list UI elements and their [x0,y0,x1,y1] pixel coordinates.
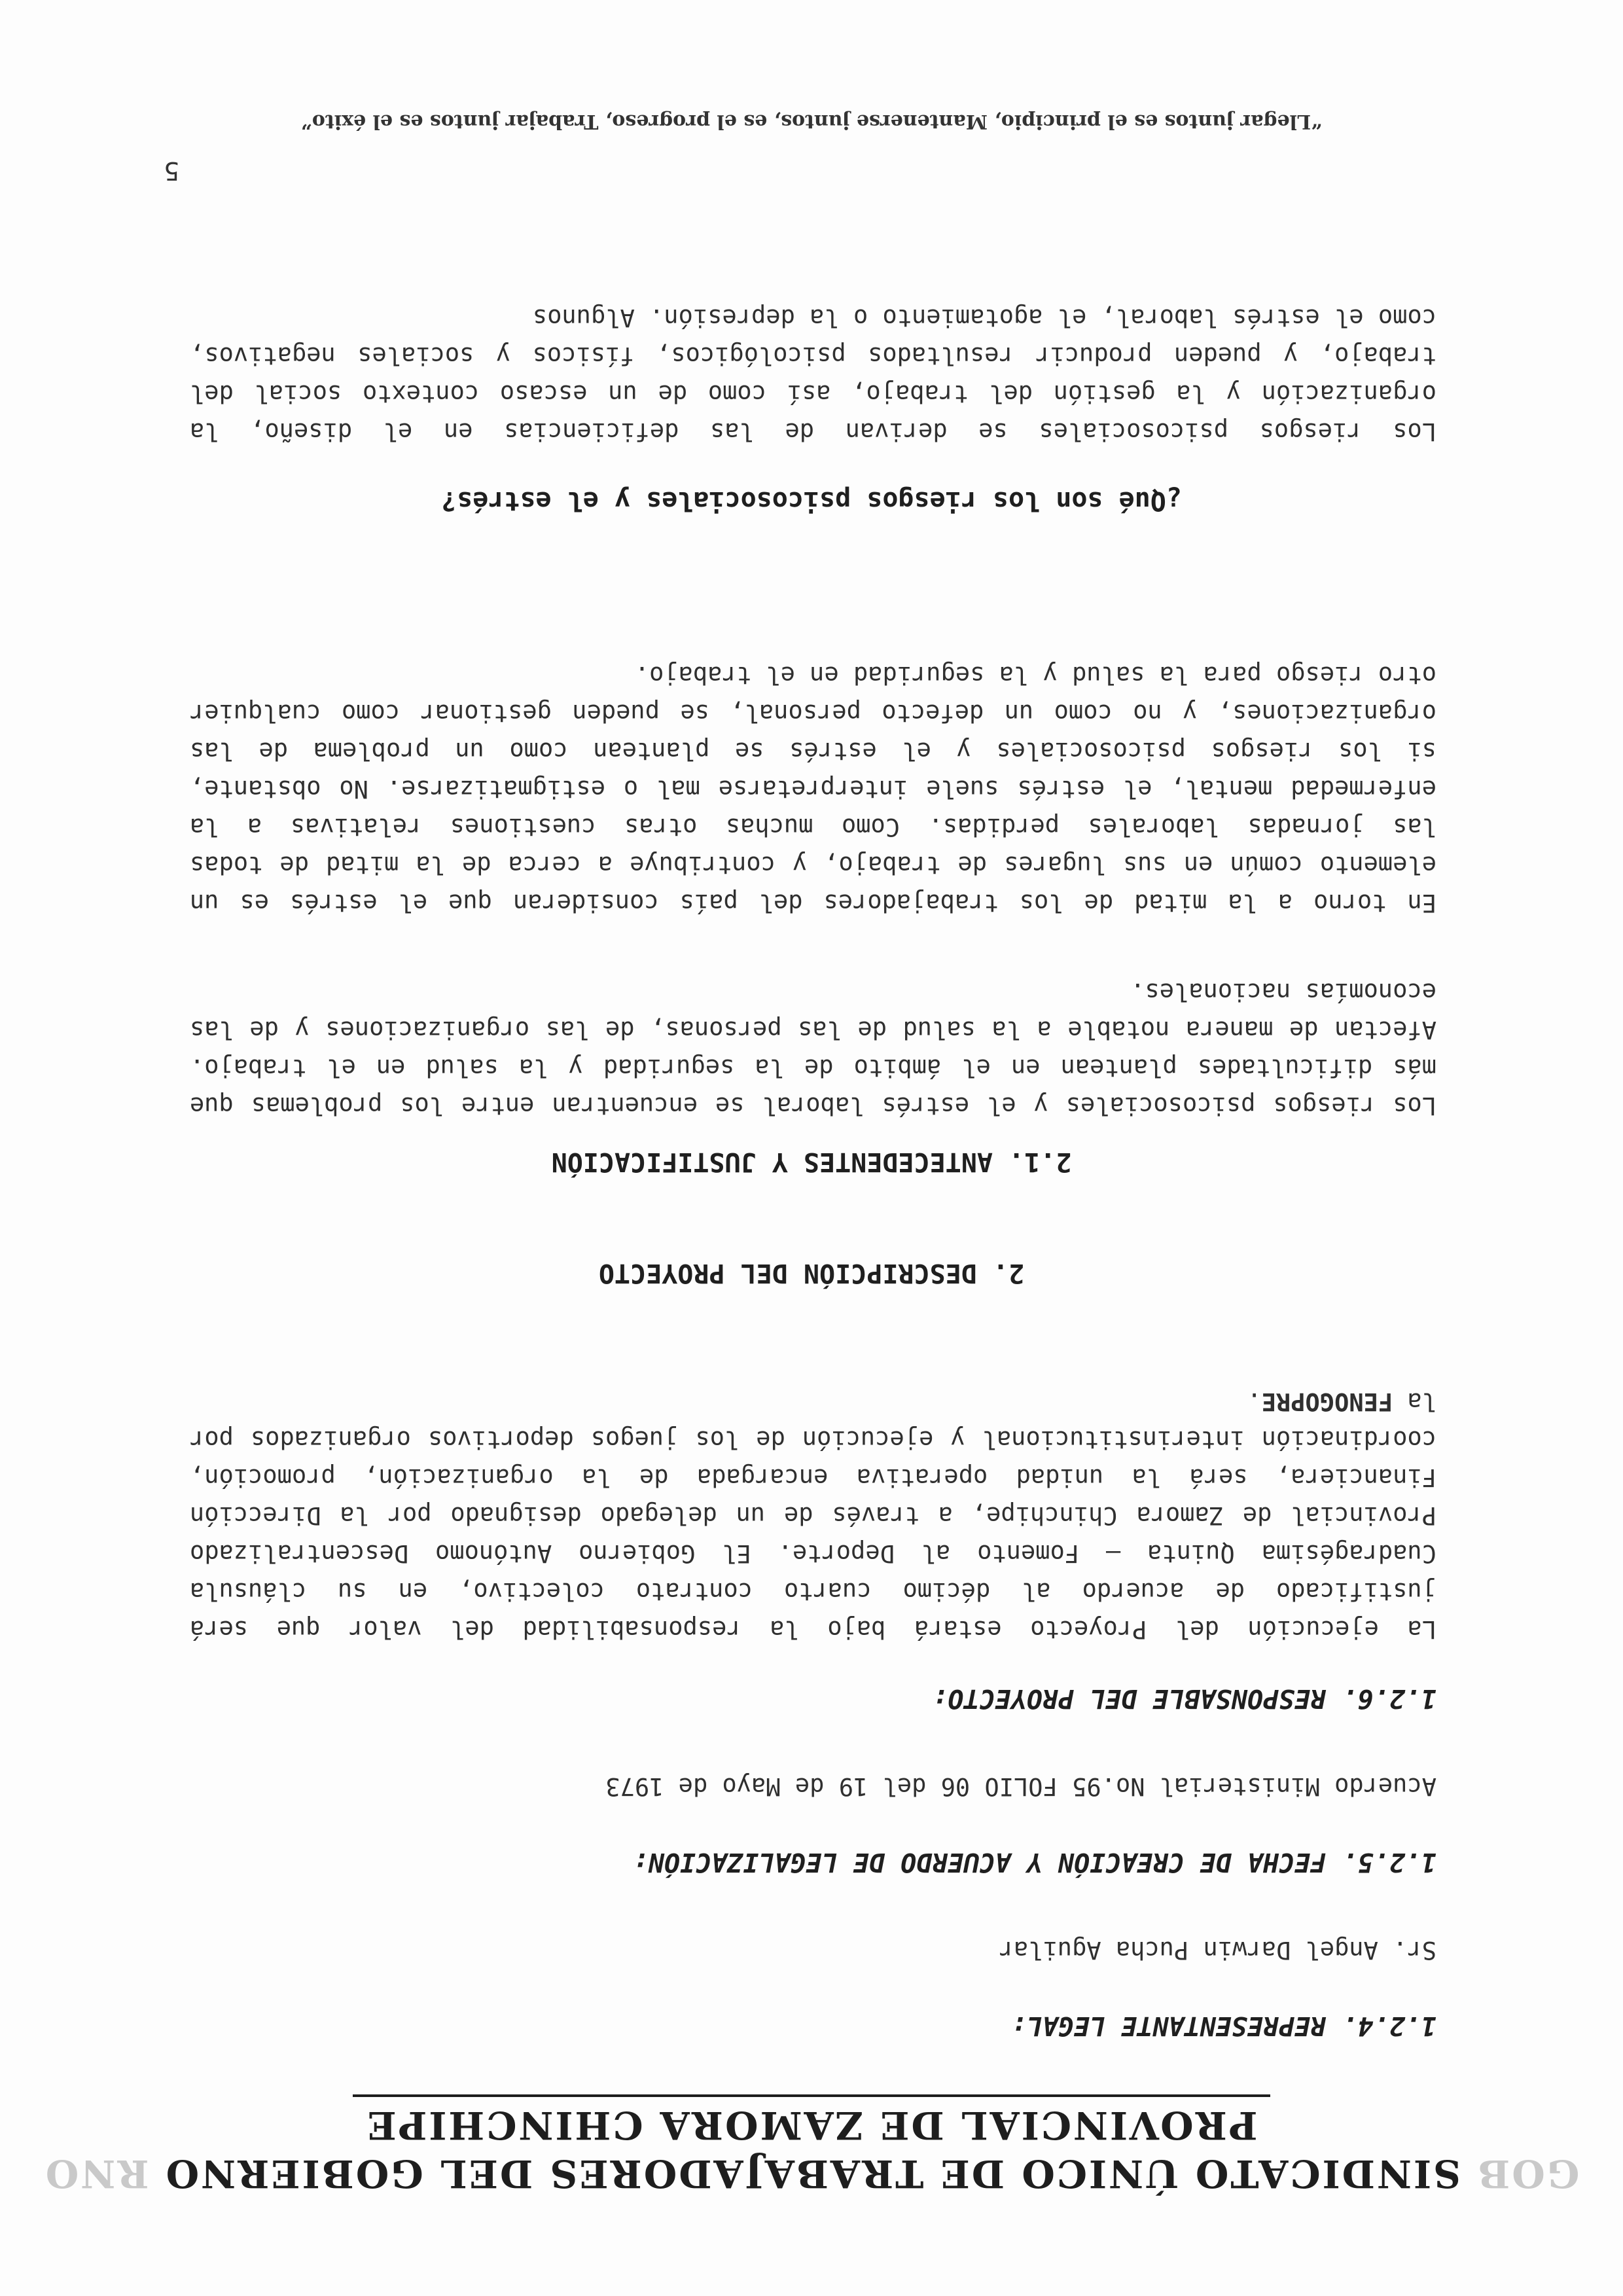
page-number: 5 [164,156,180,185]
letterhead-line-1 [0,2149,1623,2198]
fenogopre-name: FENOGOPRE [1261,1388,1393,1416]
creation-agreement-text: Acuerdo Ministerial No.95 FOLIO 06 del 19 de Mayo de 1973 [605,1772,1436,1801]
letterhead [0,2094,1623,2198]
psychosocial-risks-paragraph: Los riesgos psicosociales se derivan de las deficiencias en el diseño, la organización y la gestión del trabajo, así como de un escaso contexto social del trabajo, y pueden producir resultados psicológicos, físicos y sociales negativos, como el estrés laboral, el agotamiento o la depresión. Algunos [190,304,1436,446]
section-heading-1-2-6: 1.2.6. RESPONSABLE DEL PROYECTO: [932,1683,1436,1713]
section-heading-1-2-4: 1.2.4. REPRESENTANTE LEGAL: [1010,2011,1436,2041]
question-heading: ¿Qué son los riesgos psicosociales y el estrés? [441,486,1182,516]
letterhead-title: SINDICATO ÚNICO DE TRABAJADORES DEL GOBIERNO [164,2151,1461,2196]
section-heading-1-2-5: 1.2.5. FECHA DE CREACIÓN Y ACUERDO DE LEGALIZACIÓN: [632,1847,1436,1877]
background-paragraph-2: En torno a la mitad de los trabajadores del país consideran que el estrés es un elemento común en sus lugares de trabajo, y contribuye a cerca de la mitad de todas las jornadas laborales perdidas. Como muchas otras cuestiones relativas a la enfermedad mental, el estrés suele interpretarse mal o estigmatizarse. No obstante, si los riesgos psicosociales y el estrés se plantean como un problema de las organizaciones, y no como un defecto personal, se pueden gestionar como cualquier otro riesgo para la salud y la seguridad en el trabajo. [190,661,1436,917]
section-heading-2-1: 2.1. ANTECEDENTES Y JUSTIFICACIÓN [551,1147,1072,1177]
legal-representative-name: Sr. Angel Darwin Pucha Aguilar [999,1936,1436,1964]
section-heading-2: 2. DESCRIPCIÓN DEL PROYECTO [598,1258,1025,1288]
letterhead-line-2: PROVINCIAL DE ZAMORA CHINCHIPE [353,2094,1271,2149]
project-responsible-text: La ejecución del Proyecto estará bajo la responsabilidad del valor que será justificado de acuerdo al décimo cuarto contrato colectivo, en su cláusula Cuadragésima Quinta – Fomento al Deporte. El Gobierno Autónomo Descentralizado Provincial de Zamora Chinchipe, a través de un delegado designado por la Dirección Financiera, será la unidad operativa encargada de la organización, promoción, coordinación interinstitucional y ejecución de los juegos deportivos organizados por la [190,1388,1436,1643]
letterhead-ghost-left: GOB [1476,2151,1580,2196]
project-responsible-text-end: . [1247,1388,1262,1416]
footer-quote: “Llegar juntos es el principio, Mantenerse juntos, es el progreso, Trabajar juntos es el éxito” [300,110,1323,133]
background-paragraph-1: Los riesgos psicosociales y el estrés laboral se encuentran entre los problemas que más dificultades plantean en el ámbito de la seguridad y la salud en el trabajo. Afectan de manera notable a la salud de las personas, de las organizaciones y de las economías nacionales. [190,978,1436,1120]
letterhead-ghost-right: RNO [43,2151,149,2196]
project-responsible-paragraph [190,1382,1436,1648]
